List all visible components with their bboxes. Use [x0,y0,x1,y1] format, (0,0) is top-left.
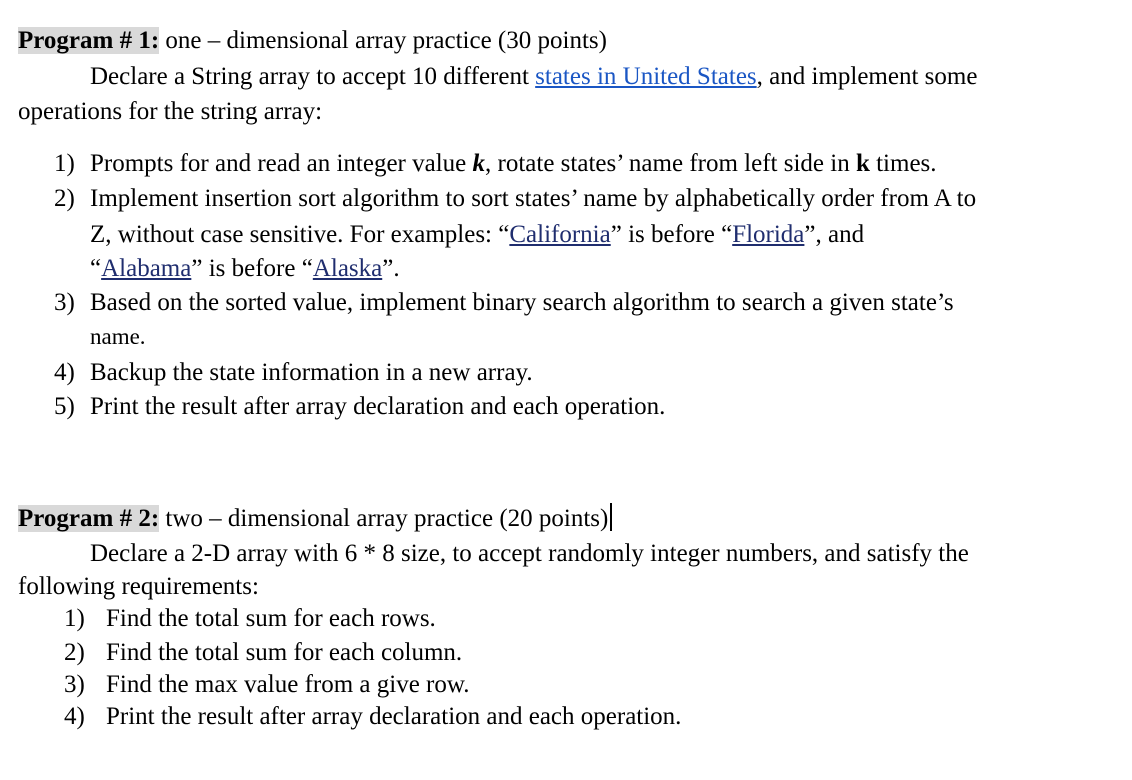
program2-heading-label: Program # 2: [18,505,160,532]
program1-item-1 [54,147,937,181]
k-variable-bold: k [855,150,870,177]
list-number: 3) [54,289,75,316]
item-text: Backup the state information in a new array. [90,359,533,386]
program1-heading [18,24,607,58]
item-text: “ [90,255,102,282]
list-number: 1) [54,150,75,177]
item-text: Based on the sorted value, implement binary search algorithm to search a given state’s [90,289,954,316]
item-text: Find the max value from a give row. [106,671,470,698]
program2-intro-line2: following requirements: [18,573,259,600]
program1-item-2 [54,182,976,216]
item-text: times. [869,150,937,177]
program1-intro-text-end: , and implement some [756,63,978,90]
item-text: ”. [382,255,400,282]
item-text: ”, and [804,221,865,248]
list-number: 4) [64,703,85,730]
program2-heading-text: two – dimensional array practice (20 points) [159,505,609,532]
states-in-united-states-link[interactable]: states in United States [535,63,757,90]
program1-intro [90,60,977,94]
list-number: 3) [64,671,85,698]
program1-item-3-line2: name. [90,324,146,349]
program2-item-3 [64,668,470,702]
list-number: 5) [54,393,75,420]
item-text: Print the result after array declaration and each operation. [106,703,682,730]
list-number: 2) [54,185,75,212]
item-text: ” is before “ [191,255,313,282]
list-number: 4) [54,359,75,386]
item-text: Find the total sum for each rows. [106,605,436,632]
california-link[interactable]: California [509,221,611,248]
program2-heading [18,502,612,536]
alaska-link[interactable]: Alaska [312,255,383,282]
program1-heading-label: Program # 1: [18,27,160,54]
program1-intro-line2: operations for the string array: [18,98,323,125]
item-text: ” is before “ [610,221,733,248]
alabama-link[interactable]: Alabama [101,255,192,282]
list-number: 1) [64,605,85,632]
item-text: Implement insertion sort algorithm to sort states’ name by alphabetically order from A to [90,185,977,212]
list-number: 2) [64,639,85,666]
program1-item-2-line3 [90,252,400,286]
program1-item-2-line2 [90,218,864,252]
program2-item-1 [64,602,436,636]
item-text: Find the total sum for each column. [106,639,463,666]
program2-intro: Declare a 2-D array with 6 * 8 size, to accept randomly integer numbers, and satisfy the [90,540,969,567]
text-cursor [610,503,612,531]
florida-link[interactable]: Florida [732,221,805,248]
program1-item-3 [54,286,954,320]
program1-intro-text: Declare a String array to accept 10 different [90,63,536,90]
k-variable-italic: k [472,150,486,177]
item-text: Prompts for and read an integer value [90,150,473,177]
program1-item-5 [54,390,665,424]
item-text: , rotate states’ name from left side in [485,150,856,177]
program2-item-4 [64,700,681,734]
item-text: Z, without case sensitive. For examples: “ [90,221,510,248]
program1-item-4 [54,356,533,390]
program1-heading-text: one – dimensional array practice (30 points) [159,27,607,54]
program2-item-2 [64,636,462,670]
item-text: Print the result after array declaration and each operation. [90,393,666,420]
